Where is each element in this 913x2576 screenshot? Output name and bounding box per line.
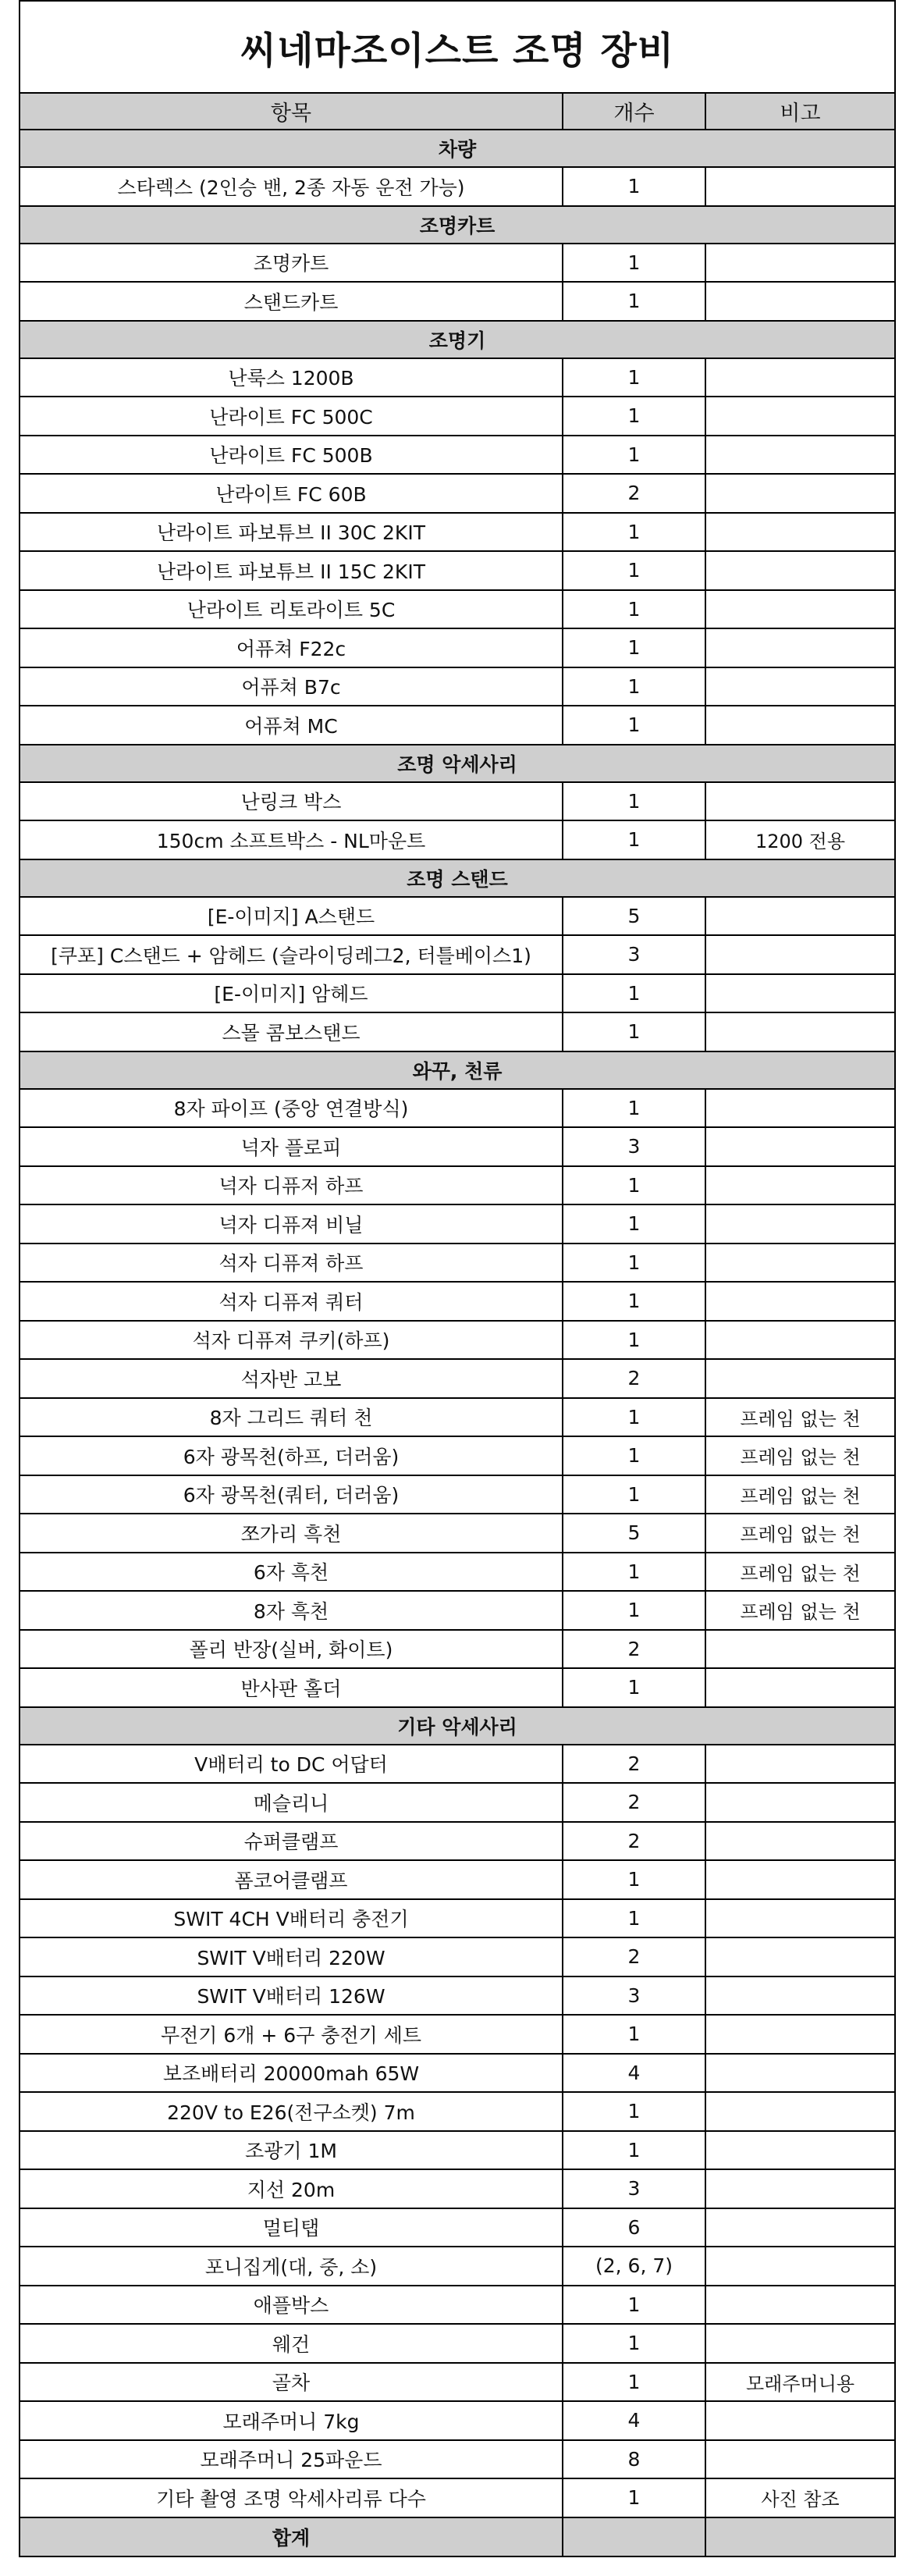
item-count-cell: 1 [563, 358, 705, 397]
table-row [20, 820, 895, 859]
item-note-cell [705, 1630, 895, 1669]
item-name-cell: 포니집게(대, 중, 소) [20, 2247, 563, 2286]
table-row [20, 1822, 895, 1861]
item-note-cell [705, 1089, 895, 1128]
table-row [20, 551, 895, 590]
item-name-cell: 220V to E26(전구소켓) 7m [20, 2092, 563, 2131]
table-row [20, 667, 895, 706]
item-name-cell: [E-이미지] 암헤드 [20, 974, 563, 1013]
header-item: 항목 [20, 93, 563, 130]
table-row [20, 282, 895, 321]
item-count-cell: 1 [563, 1860, 705, 1899]
item-note-cell [705, 1012, 895, 1051]
item-count-cell: 1 [563, 1204, 705, 1244]
item-name-cell: 스타렉스 (2인승 밴, 2종 자동 운전 가능) [20, 167, 563, 206]
item-count-cell: 1 [563, 590, 705, 629]
item-count-cell: 1 [563, 2131, 705, 2170]
item-count-cell: 3 [563, 2169, 705, 2208]
item-name-cell: 모래주머니 25파운드 [20, 2440, 563, 2479]
item-note-cell [705, 590, 895, 629]
equipment-table [19, 0, 896, 2557]
item-count-cell: 2 [563, 1822, 705, 1861]
item-name-cell: SWIT 4CH V배터리 충전기 [20, 1899, 563, 1938]
item-count-cell: 1 [563, 1089, 705, 1128]
table-row [20, 397, 895, 436]
item-note-cell [705, 282, 895, 321]
header-note: 비고 [705, 93, 895, 130]
item-note-cell [705, 2286, 895, 2325]
total-row [20, 2517, 895, 2556]
table-row [20, 2131, 895, 2170]
item-note-cell [705, 782, 895, 821]
table-row [20, 1591, 895, 1630]
item-name-cell: 난룩스 1200B [20, 358, 563, 397]
item-note-cell [705, 2401, 895, 2440]
table-row [20, 1745, 895, 1784]
item-count-cell: 1 [563, 1668, 705, 1707]
item-name-cell: 멀티탭 [20, 2208, 563, 2247]
item-count-cell: 1 [563, 1166, 705, 1205]
item-name-cell: 조광기 1M [20, 2131, 563, 2170]
item-count-cell: 5 [563, 897, 705, 936]
item-note-cell [705, 2092, 895, 2131]
item-note-cell [705, 974, 895, 1013]
item-name-cell: 석자 디퓨져 쿼터 [20, 1282, 563, 1321]
section-title: 조명카트 [20, 206, 895, 244]
item-count-cell: 1 [563, 628, 705, 667]
item-note-cell [705, 1359, 895, 1398]
table-row [20, 2247, 895, 2286]
item-note-cell: 프레임 없는 천 [705, 1475, 895, 1514]
item-name-cell: 난라이트 파보튜브 II 15C 2KIT [20, 551, 563, 590]
item-count-cell: 1 [563, 1591, 705, 1630]
item-name-cell: 메슬리니 [20, 1783, 563, 1822]
table-row [20, 1321, 895, 1360]
item-note-cell [705, 1899, 895, 1938]
item-count-cell: 1 [563, 1282, 705, 1321]
item-name-cell: 난라이트 리토라이트 5C [20, 590, 563, 629]
table-row [20, 1514, 895, 1553]
table-row [20, 1783, 895, 1822]
item-note-cell [705, 397, 895, 436]
item-name-cell: 모래주머니 7kg [20, 2401, 563, 2440]
table-row [20, 590, 895, 629]
table-row [20, 2054, 895, 2093]
table-row [20, 1089, 895, 1128]
section-header-row [20, 1707, 895, 1745]
item-name-cell: 6자 광목천(쿼터, 더러움) [20, 1475, 563, 1514]
item-note-cell [705, 1976, 895, 2016]
item-name-cell: 8자 그리드 쿼터 천 [20, 1398, 563, 1437]
item-name-cell: 기타 촬영 조명 악세사리류 다수 [20, 2478, 563, 2517]
item-count-cell: 1 [563, 436, 705, 475]
item-name-cell: [E-이미지] A스탠드 [20, 897, 563, 936]
item-name-cell: 스몰 콤보스탠드 [20, 1012, 563, 1051]
item-name-cell: 난라이트 FC 500B [20, 436, 563, 475]
table-row [20, 1860, 895, 1899]
item-note-cell [705, 2054, 895, 2093]
item-note-cell [705, 2169, 895, 2208]
item-name-cell: 난링크 박스 [20, 782, 563, 821]
table-row [20, 1166, 895, 1205]
item-note-cell: 프레임 없는 천 [705, 1398, 895, 1437]
item-note-cell [705, 667, 895, 706]
item-count-cell: 1 [563, 551, 705, 590]
item-note-cell: 1200 전용 [705, 820, 895, 859]
item-note-cell [705, 1166, 895, 1205]
item-name-cell: 6자 광목천(하프, 더러움) [20, 1436, 563, 1475]
item-note-cell [705, 474, 895, 513]
section-header-row [20, 745, 895, 782]
item-note-cell [705, 1282, 895, 1321]
total-count [563, 2517, 705, 2556]
item-name-cell: 150cm 소프트박스 - NL마운트 [20, 820, 563, 859]
item-note-cell [705, 1321, 895, 1360]
section-title: 와꾸, 천류 [20, 1051, 895, 1089]
item-note-cell [705, 2324, 895, 2363]
item-count-cell: 8 [563, 2440, 705, 2479]
item-name-cell: 8자 흑천 [20, 1591, 563, 1630]
item-count-cell: 1 [563, 1553, 705, 1592]
item-name-cell: 넉자 플로피 [20, 1127, 563, 1166]
item-count-cell: 1 [563, 1398, 705, 1437]
item-note-cell [705, 935, 895, 974]
table-row [20, 167, 895, 206]
table-row [20, 1899, 895, 1938]
section-title: 차량 [20, 130, 895, 167]
item-name-cell: 넉자 디퓨져 비닐 [20, 1204, 563, 1244]
table-row [20, 1127, 895, 1166]
section-header-row [20, 859, 895, 897]
item-note-cell [705, 436, 895, 475]
item-count-cell: 2 [563, 1359, 705, 1398]
table-row [20, 2401, 895, 2440]
table-row [20, 1244, 895, 1283]
item-name-cell: 반사판 홀더 [20, 1668, 563, 1707]
section-header-row [20, 206, 895, 244]
item-note-cell [705, 1860, 895, 1899]
item-name-cell: 난라이트 FC 500C [20, 397, 563, 436]
item-count-cell: 1 [563, 1244, 705, 1283]
item-name-cell: 어퓨쳐 B7c [20, 667, 563, 706]
total-note [705, 2517, 895, 2556]
item-note-cell: 프레임 없는 천 [705, 1553, 895, 1592]
item-name-cell: 무전기 6개 + 6구 충전기 세트 [20, 2015, 563, 2054]
item-name-cell: V배터리 to DC 어답터 [20, 1745, 563, 1784]
item-count-cell: 1 [563, 782, 705, 821]
item-note-cell: 프레임 없는 천 [705, 1591, 895, 1630]
table-row [20, 1937, 895, 1976]
table-row [20, 2478, 895, 2517]
item-count-cell: 6 [563, 2208, 705, 2247]
table-row [20, 1398, 895, 1437]
item-name-cell: SWIT V배터리 220W [20, 1937, 563, 1976]
item-name-cell: 조명카트 [20, 244, 563, 283]
section-header-row [20, 130, 895, 167]
item-count-cell: (2, 6, 7) [563, 2247, 705, 2286]
item-count-cell: 1 [563, 1899, 705, 1938]
item-count-cell: 3 [563, 1127, 705, 1166]
table-row [20, 2092, 895, 2131]
item-note-cell: 프레임 없는 천 [705, 1436, 895, 1475]
item-note-cell [705, 1745, 895, 1784]
item-note-cell [705, 2015, 895, 2054]
item-name-cell: 애플박스 [20, 2286, 563, 2325]
item-count-cell: 1 [563, 167, 705, 206]
item-name-cell: 난라이트 파보튜브 II 30C 2KIT [20, 513, 563, 552]
item-count-cell: 2 [563, 1783, 705, 1822]
item-count-cell: 1 [563, 2324, 705, 2363]
item-count-cell: 1 [563, 1012, 705, 1051]
item-count-cell: 5 [563, 1514, 705, 1553]
item-name-cell: 슈퍼클램프 [20, 1822, 563, 1861]
item-name-cell: 폴리 반장(실버, 화이트) [20, 1630, 563, 1669]
item-count-cell: 4 [563, 2401, 705, 2440]
item-name-cell: 어퓨쳐 F22c [20, 628, 563, 667]
item-name-cell: 석자 디퓨져 하프 [20, 1244, 563, 1283]
table-row [20, 244, 895, 283]
table-row [20, 474, 895, 513]
item-count-cell: 2 [563, 1745, 705, 1784]
table-row [20, 974, 895, 1013]
table-row [20, 2208, 895, 2247]
item-name-cell: 석자반 고보 [20, 1359, 563, 1398]
item-name-cell: 석자 디퓨져 쿠키(하프) [20, 1321, 563, 1360]
item-note-cell [705, 1822, 895, 1861]
item-count-cell: 1 [563, 2015, 705, 2054]
table-row [20, 513, 895, 552]
table-row [20, 782, 895, 821]
item-note-cell [705, 1937, 895, 1976]
section-title: 조명기 [20, 321, 895, 358]
section-title: 조명 악세사리 [20, 745, 895, 782]
item-note-cell [705, 513, 895, 552]
item-count-cell: 2 [563, 1937, 705, 1976]
header-row [20, 93, 895, 130]
item-name-cell: 쪼가리 흑천 [20, 1514, 563, 1553]
item-count-cell: 1 [563, 2478, 705, 2517]
sheet-title: 씨네마조이스트 조명 장비 [20, 1, 895, 93]
item-count-cell: 1 [563, 282, 705, 321]
item-count-cell: 1 [563, 244, 705, 283]
title-row [20, 1, 895, 93]
table-row [20, 935, 895, 974]
item-count-cell: 3 [563, 1976, 705, 2016]
item-count-cell: 1 [563, 974, 705, 1013]
table-row [20, 1668, 895, 1707]
item-name-cell: 웨건 [20, 2324, 563, 2363]
table-row [20, 2015, 895, 2054]
item-note-cell [705, 358, 895, 397]
table-row [20, 1630, 895, 1669]
table-row [20, 706, 895, 745]
section-title: 기타 악세사리 [20, 1707, 895, 1745]
item-count-cell: 1 [563, 2286, 705, 2325]
item-name-cell: 폼코어클램프 [20, 1860, 563, 1899]
item-count-cell: 2 [563, 474, 705, 513]
equipment-sheet [19, 0, 894, 2557]
item-name-cell: [쿠포] C스탠드 + 암헤드 (슬라이딩레그2, 터틀베이스1) [20, 935, 563, 974]
item-note-cell: 프레임 없는 천 [705, 1514, 895, 1553]
item-count-cell: 1 [563, 397, 705, 436]
item-name-cell: 난라이트 FC 60B [20, 474, 563, 513]
item-count-cell: 3 [563, 935, 705, 974]
item-count-cell: 2 [563, 1630, 705, 1669]
table-row [20, 2324, 895, 2363]
item-note-cell [705, 628, 895, 667]
table-row [20, 1976, 895, 2016]
item-name-cell: SWIT V배터리 126W [20, 1976, 563, 2016]
item-name-cell: 넉자 디퓨저 하프 [20, 1166, 563, 1205]
item-count-cell: 1 [563, 1321, 705, 1360]
table-row [20, 1359, 895, 1398]
item-name-cell: 6자 흑천 [20, 1553, 563, 1592]
item-name-cell: 스탠드카트 [20, 282, 563, 321]
table-row [20, 1475, 895, 1514]
item-count-cell: 1 [563, 1436, 705, 1475]
table-row [20, 436, 895, 475]
table-row [20, 2440, 895, 2479]
item-note-cell [705, 167, 895, 206]
item-note-cell [705, 897, 895, 936]
table-row [20, 2363, 895, 2402]
total-label: 합계 [20, 2517, 563, 2556]
table-row [20, 897, 895, 936]
item-count-cell: 1 [563, 513, 705, 552]
item-count-cell: 1 [563, 667, 705, 706]
table-row [20, 1204, 895, 1244]
item-name-cell: 골차 [20, 2363, 563, 2402]
header-count: 개수 [563, 93, 705, 130]
item-note-cell [705, 244, 895, 283]
item-name-cell: 보조배터리 20000mah 65W [20, 2054, 563, 2093]
item-note-cell [705, 551, 895, 590]
item-note-cell [705, 706, 895, 745]
section-header-row [20, 1051, 895, 1089]
item-name-cell: 8자 파이프 (중앙 연결방식) [20, 1089, 563, 1128]
table-row [20, 1436, 895, 1475]
item-name-cell: 어퓨쳐 MC [20, 706, 563, 745]
table-row [20, 358, 895, 397]
item-note-cell: 모래주머니용 [705, 2363, 895, 2402]
table-row [20, 628, 895, 667]
item-note-cell [705, 2440, 895, 2479]
table-row [20, 1553, 895, 1592]
item-note-cell [705, 2247, 895, 2286]
item-count-cell: 4 [563, 2054, 705, 2093]
item-note-cell: 사진 참조 [705, 2478, 895, 2517]
table-row [20, 1012, 895, 1051]
table-row [20, 2286, 895, 2325]
item-count-cell: 1 [563, 2092, 705, 2131]
item-note-cell [705, 1127, 895, 1166]
item-count-cell: 1 [563, 706, 705, 745]
item-count-cell: 1 [563, 1475, 705, 1514]
item-note-cell [705, 1204, 895, 1244]
item-note-cell [705, 2131, 895, 2170]
table-row [20, 2169, 895, 2208]
item-note-cell [705, 2208, 895, 2247]
item-note-cell [705, 1244, 895, 1283]
section-title: 조명 스탠드 [20, 859, 895, 897]
item-note-cell [705, 1668, 895, 1707]
item-name-cell: 지선 20m [20, 2169, 563, 2208]
item-note-cell [705, 1783, 895, 1822]
table-row [20, 1282, 895, 1321]
item-count-cell: 1 [563, 820, 705, 859]
section-header-row [20, 321, 895, 358]
item-count-cell: 1 [563, 2363, 705, 2402]
